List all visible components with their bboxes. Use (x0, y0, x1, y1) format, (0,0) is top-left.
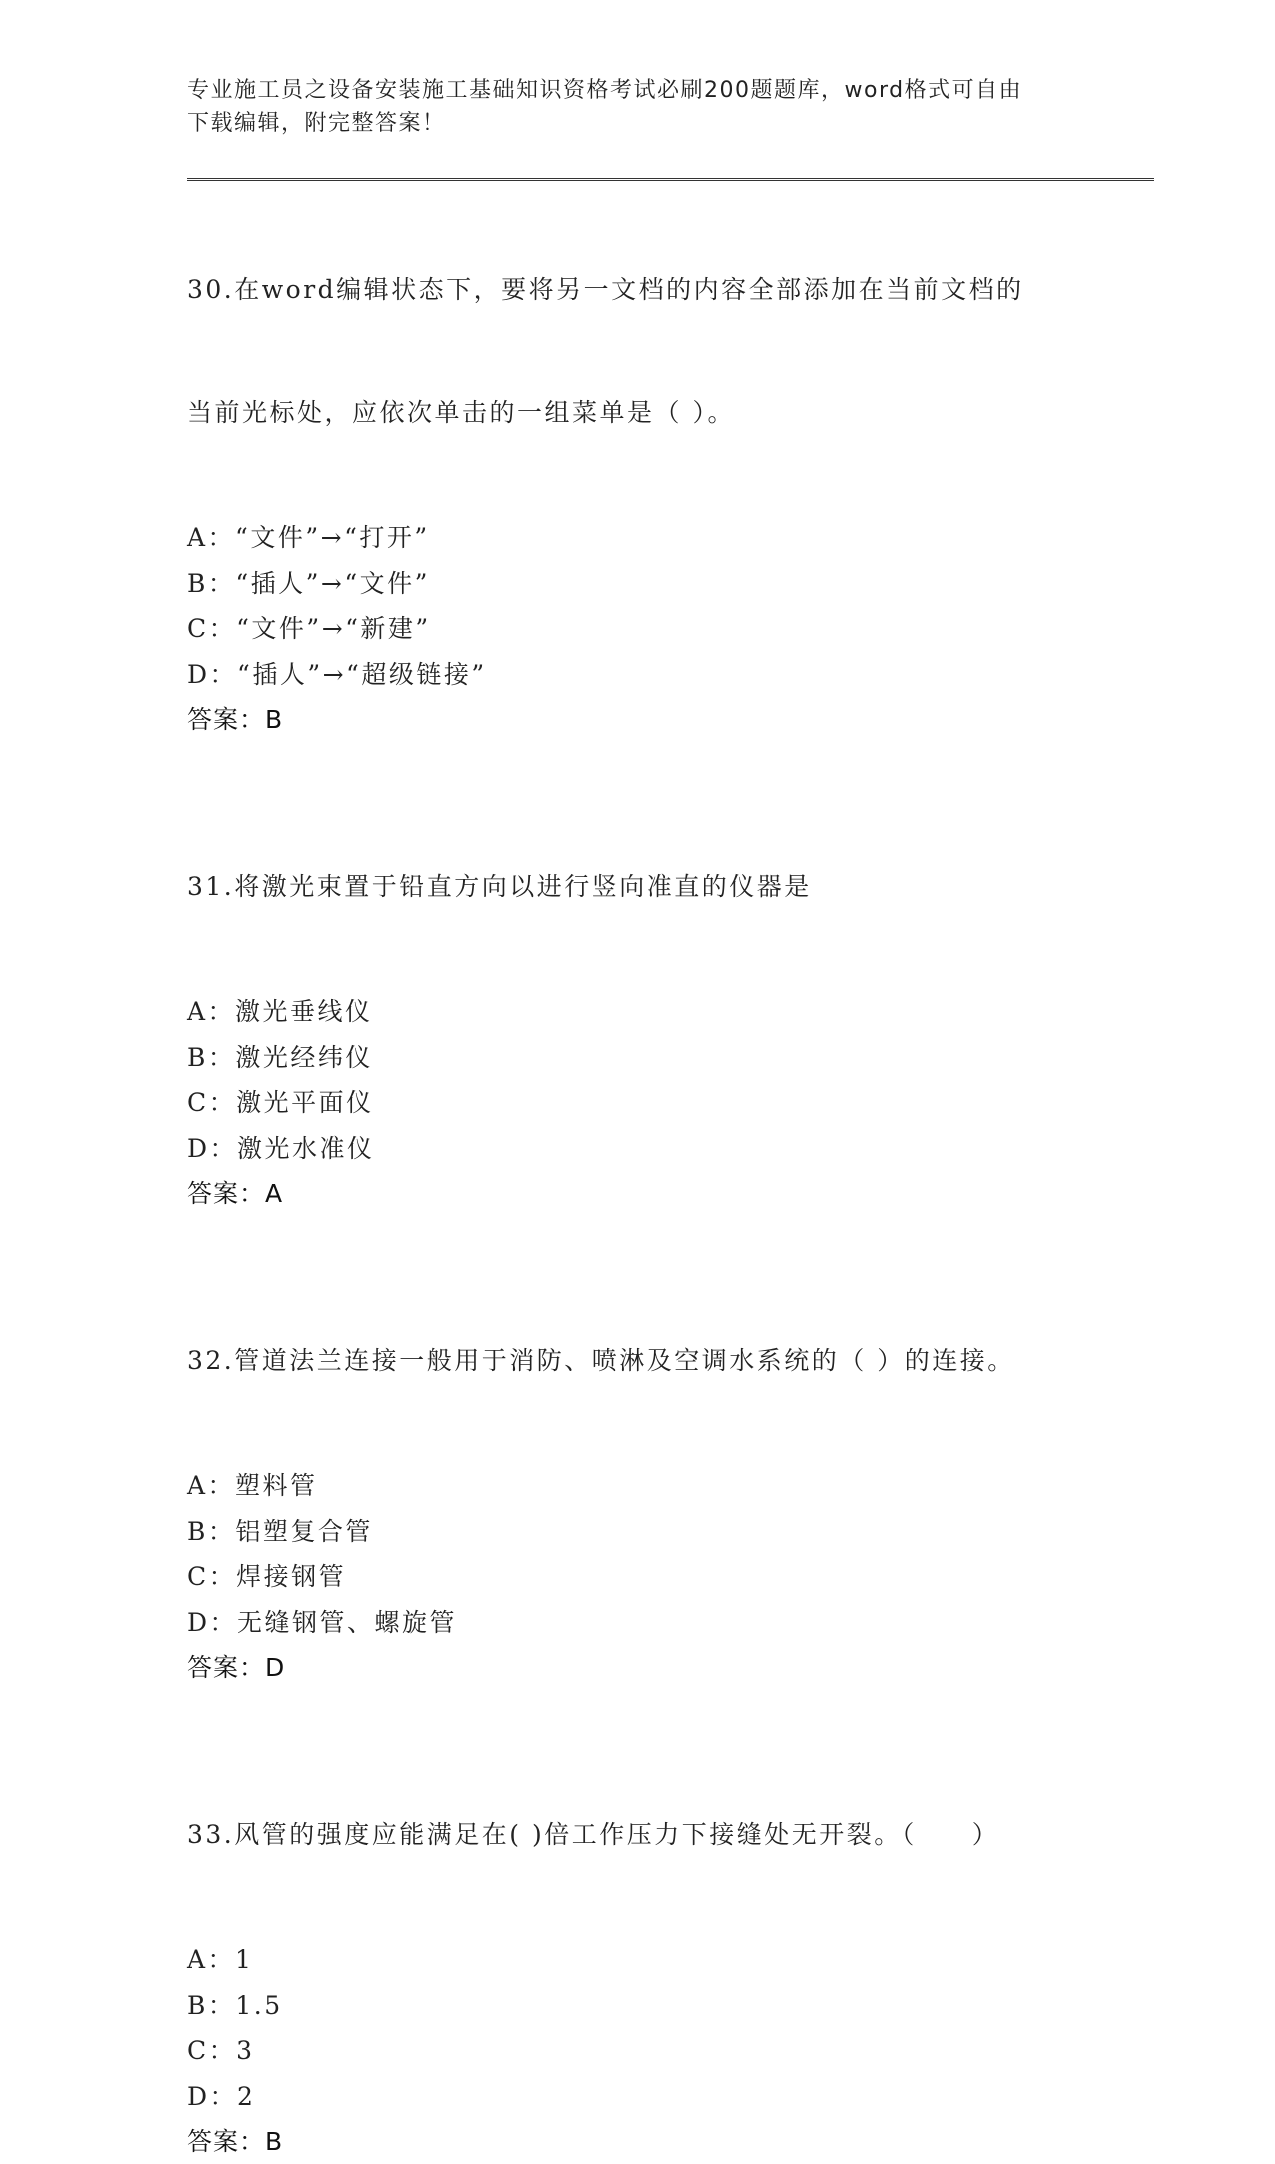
option-a: A：1 (187, 1945, 254, 1974)
question-stem-line: 33.风管的强度应能满足在( )倍工作压力下接缝处无开裂。（ ） (187, 1820, 1000, 1849)
header-title-line2: 下载编辑，附完整答案！ (187, 111, 446, 136)
answer: 答案：B (187, 705, 284, 734)
question-32 (187, 1258, 1087, 1690)
option-c: C：3 (187, 2036, 255, 2065)
question-stem-line: 32.管道法兰连接一般用于消防、喷淋及空调水系统的（ ）的连接。 (187, 1346, 1015, 1375)
question-stem (187, 187, 1087, 515)
question-33 (187, 1732, 1087, 2164)
option-b: B：“插人”→“文件” (187, 568, 430, 598)
document-header (187, 74, 1067, 140)
question-stem (187, 784, 1087, 989)
question-list (187, 187, 1087, 2164)
option-d: D：“插人”→“超级链接” (187, 659, 487, 689)
option-b: B：铝塑复合管 (187, 1516, 373, 1546)
question-30 (187, 187, 1087, 742)
option-b: B：1.5 (187, 1990, 283, 2020)
question-stem-line: 31.将激光束置于铅直方向以进行竖向准直的仪器是 (187, 872, 812, 901)
question-31 (187, 784, 1087, 1216)
header-divider (187, 178, 1154, 181)
option-a: A：激光垂线仪 (187, 997, 373, 1026)
question-spacer (187, 1216, 1087, 1258)
option-a: A：塑料管 (187, 1471, 318, 1500)
option-c: C：激光平面仪 (187, 1088, 374, 1117)
answer: 答案：A (187, 1179, 284, 1208)
option-d: D：无缝钢管、螺旋管 (187, 1607, 458, 1637)
question-stem (187, 1732, 1087, 1937)
question-spacer (187, 1690, 1087, 1732)
question-spacer (187, 742, 1087, 784)
question-stem-line: 当前光标处，应依次单击的一组菜单是（ ）。 (187, 398, 735, 427)
option-d: D：激光水准仪 (187, 1133, 375, 1163)
option-d: D：2 (187, 2081, 256, 2111)
question-stem-line: 30.在word编辑状态下，要将另一文档的内容全部添加在当前文档的 (187, 275, 1024, 304)
option-a: A：“文件”→“打开” (187, 523, 430, 552)
option-c: C：焊接钢管 (187, 1562, 347, 1591)
option-b: B：激光经纬仪 (187, 1042, 373, 1072)
option-c: C：“文件”→“新建” (187, 614, 431, 643)
answer: 答案：D (187, 1653, 286, 1682)
header-title-line1: 专业施工员之设备安装施工基础知识资格考试必刷200题题库，word格式可自由 (187, 78, 1023, 103)
question-stem (187, 1258, 1087, 1463)
answer: 答案：B (187, 2127, 284, 2156)
